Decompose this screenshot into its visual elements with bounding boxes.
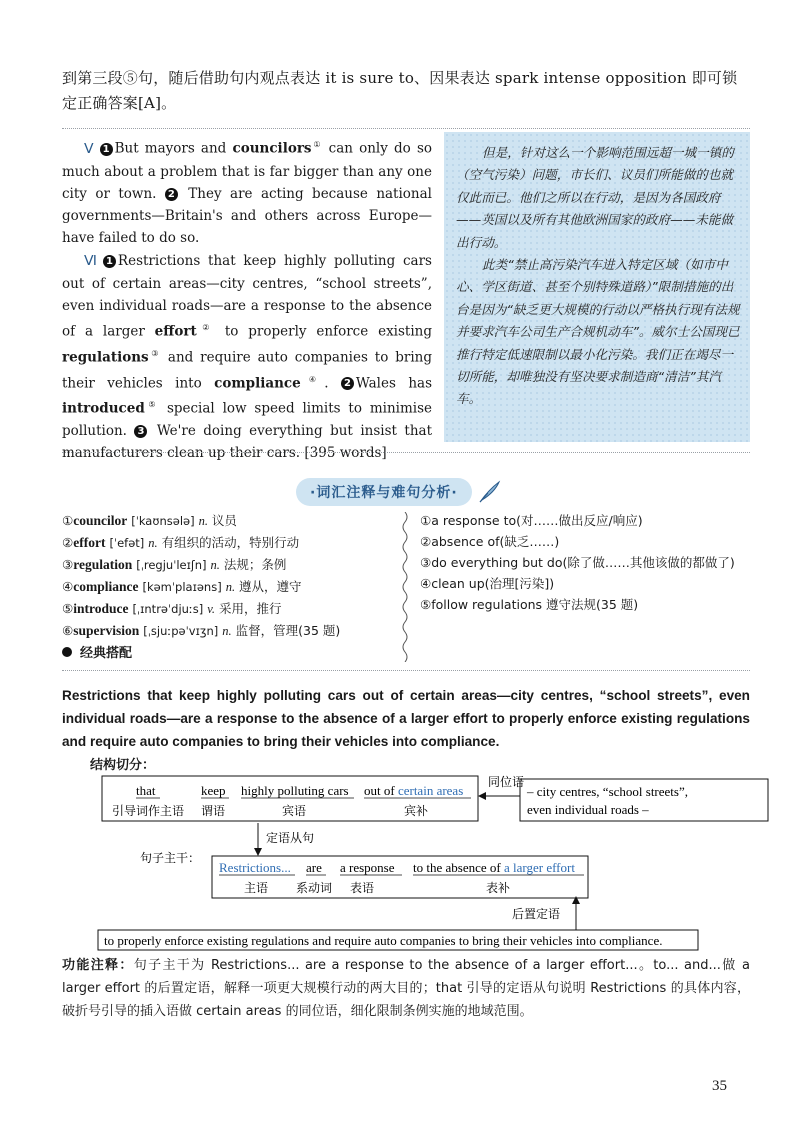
- paragraph-6: Ⅵ 1 Restrictions that keep highly polluting cars out of certain areas—city centres, “school streets”, even individual roads—are a response to the absence of a larger effort② to properly enforce existing regulations③ and require auto companies to bring their vehicles into compliance④. 2 Wales has introduced⑤ special low speed limits to minimise pollution. 3 We're doing everything but insist that manufacturers clean up their cars. [395 words]: [62, 252, 433, 462]
- svg-text:表语: 表语: [350, 881, 375, 895]
- sentence-marker: 1: [103, 255, 116, 268]
- main-subject: Restrictions...: [219, 860, 291, 875]
- vocab-item: ②effort [ˈefət] n. 有组织的活动，特别行动: [62, 535, 300, 550]
- clause-keep: keep: [201, 783, 226, 798]
- svg-text:even individual roads –: even individual roads –: [527, 802, 649, 817]
- clause-object: highly polluting cars: [241, 783, 349, 798]
- main-clause-label: 句子主干：: [140, 851, 201, 865]
- svg-text:表补: 表补: [486, 881, 511, 895]
- vocab-item: ⑥supervision [ˌsjuːpəˈvɪʒn] n. 监督，管理(35 题): [62, 623, 341, 638]
- vocab-item: ①councilor [ˈkaʊnsələ] n. 议员: [62, 513, 237, 528]
- paragraph-number: Ⅴ: [84, 141, 94, 157]
- paragraph-5: Ⅴ 1 But mayors and councilors① can only do so much about a problem that is far bigger than any one city or town. 2 They are acting because national governments—Britain's and others across Europe—have failed to do so.: [62, 140, 433, 247]
- translation-paragraph-6: 此类“禁止高污染汽车进入特定区域（如市中心、学区街道、甚至个别特殊道路）”限制措施的出台是因为“缺乏更大规模的行动以严格执行现有法规并要求汽车公司生产合规机动车”。威尔士公国现已推行特定低速限制以最小化污染。我们正在竭尽一切所能，却唯独没有坚决要求制造商“清洁”其汽车。: [456, 257, 740, 407]
- svg-text:系动词: 系动词: [296, 881, 333, 895]
- sentence-marker: 2: [341, 377, 354, 390]
- collocation-item: ③do everything but do(除了做……其他该做的都做了): [420, 555, 735, 570]
- svg-text:宾语: 宾语: [282, 804, 307, 818]
- function-note: 功能注释：句子主干为 Restrictions... are a response to the absence of a larger effort...。to... and...做 a larger effort 的后置定语，解释一项更大规模行动的两大目的；that 引导的定语从句说明 Restrictions 的具体内容，破折号引导的插入语做 certain areas 的同位语，细化限制条例实施的地域范围。: [62, 958, 750, 1019]
- vocab-term: compliance: [214, 375, 301, 392]
- main-complement: to the absence of a larger effort: [413, 860, 575, 875]
- relative-clause-label: 定语从句: [266, 831, 315, 845]
- sentence-marker: 1: [100, 143, 113, 156]
- clause-complement: out of certain areas: [364, 783, 464, 798]
- svg-text:主语: 主语: [244, 881, 269, 895]
- collocation-item: ②absence of(缺乏……): [420, 534, 560, 549]
- svg-text:宾补: 宾补: [404, 804, 429, 818]
- collocation-item: ⑤follow regulations 遵守法规(35 题): [420, 597, 639, 612]
- main-predicative: a response: [340, 860, 395, 875]
- main-verb: are: [306, 860, 322, 875]
- translation-paragraph-5: 但是，针对这么一个影响范围远超一城一镇的（空气污染）问题，市长们、议员们所能做的也就仅此而已。他们之所以在行动，是因为各国政府——英国以及所有其他欧洲国家的政府——未能做出行动。: [456, 145, 734, 250]
- postmodifier-text: to properly enforce existing regulations and require auto companies to bring their vehicles into compliance.: [104, 933, 663, 948]
- intro-paragraph: 到第三段⑤句，随后借助句内观点表达 it is sure to、因果表达 spark intense opposition 即可锁定正确答案[A]。: [62, 69, 738, 112]
- vocab-term: introduced: [62, 400, 145, 417]
- page-number: 35: [712, 1078, 727, 1094]
- collocation-item: ①a response to(对……做出反应/响应): [420, 513, 643, 528]
- clause-that: that: [136, 783, 156, 798]
- word-count: [395 words]: [304, 445, 387, 462]
- vocab-term: councilors: [232, 140, 312, 157]
- vocab-item: ⑤introduce [ˌɪntrəˈdjuːs] v. 采用，推行: [62, 601, 282, 616]
- vocab-term: effort: [154, 323, 197, 340]
- svg-text:– city centres, “school street: – city centres, “school streets”,: [527, 784, 688, 799]
- svg-text:引导词作主语: 引导词作主语: [112, 804, 185, 818]
- difficult-sentence: Restrictions that keep highly polluting cars out of certain areas—city centres, “school streets”, even individual roads—are a response to the absence of a larger effort to properly enforce existing regulations and require auto companies to bring their vehicles into compliance.: [62, 688, 750, 749]
- paragraph-number: Ⅵ: [84, 253, 97, 269]
- classic-collocation-label: 经典搭配: [62, 642, 132, 661]
- sentence-marker: 3: [134, 425, 147, 438]
- postmodifier-label: 后置定语: [512, 907, 561, 921]
- appositive-label: 同位语: [488, 775, 525, 789]
- collocation-item: ④clean up(治理[污染]): [420, 576, 555, 591]
- sentence-marker: 2: [165, 188, 178, 201]
- vocab-term: regulations: [62, 349, 149, 366]
- section-title: ·词汇注释与难句分析·: [296, 478, 472, 506]
- structure-title: 结构切分：: [90, 758, 156, 773]
- vocab-item: ③regulation [ˌregjuˈleɪʃn] n. 法规；条例: [62, 557, 287, 572]
- svg-text:谓语: 谓语: [201, 804, 226, 818]
- vocab-item: ④compliance [kəmˈplaɪəns] n. 遵从，遵守: [62, 579, 302, 594]
